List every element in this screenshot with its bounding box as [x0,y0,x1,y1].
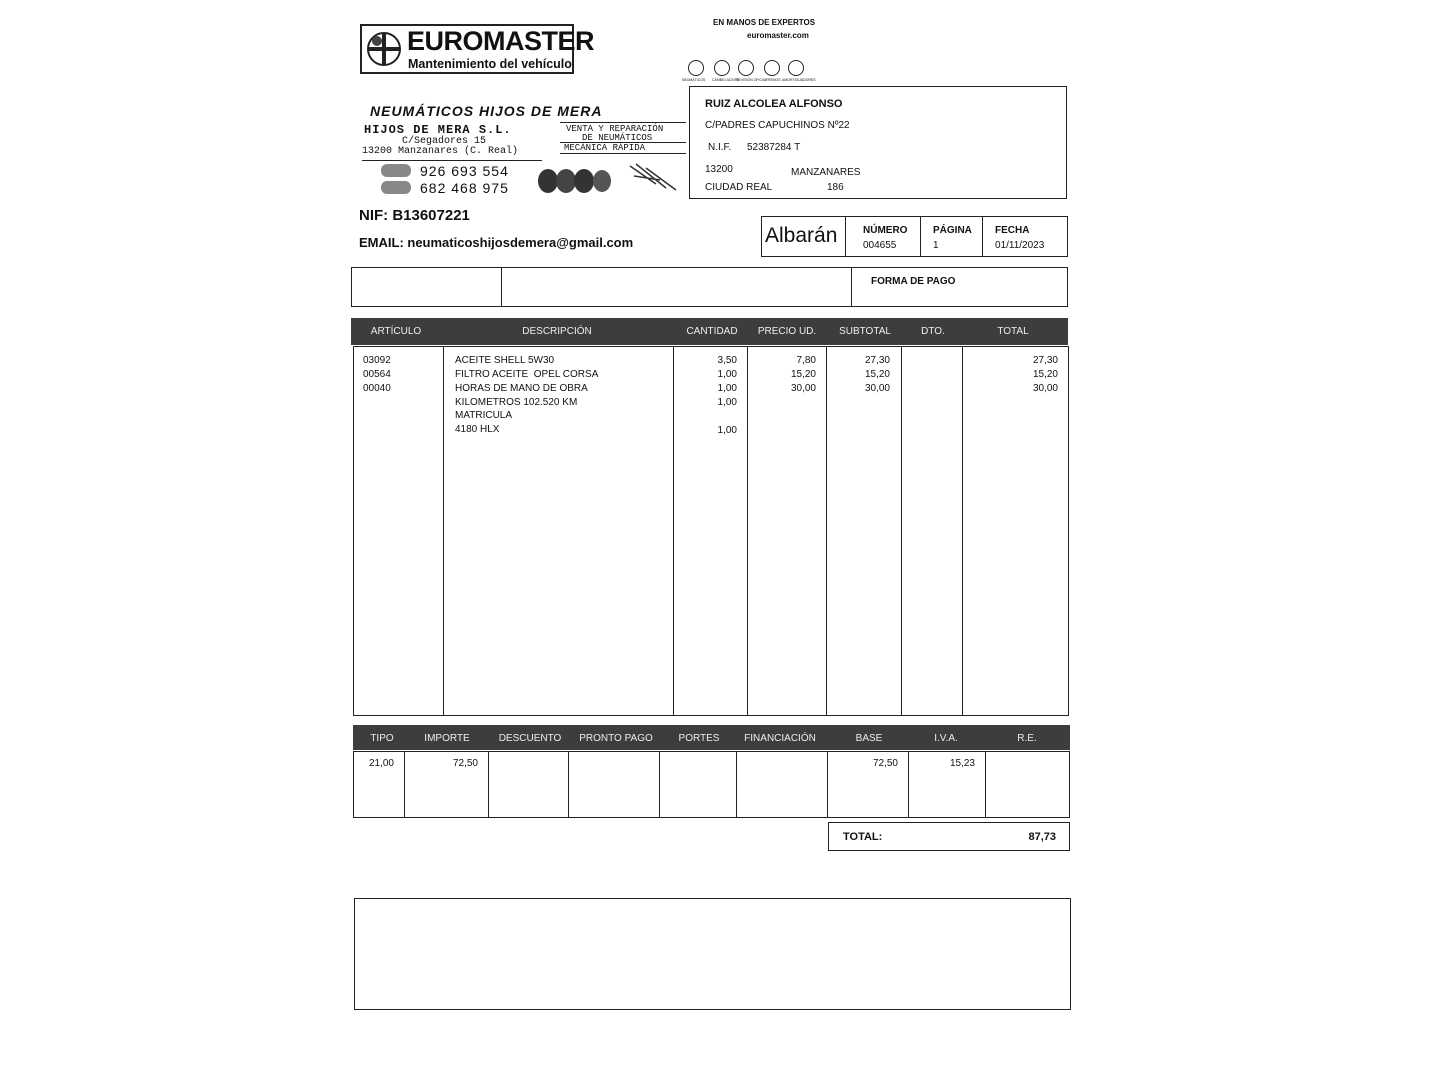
item-precio: 15,20 [790,369,816,380]
col-iva: I.V.A. [934,733,958,744]
col-subtotal: SUBTOTAL [839,326,891,337]
whatsapp-icon [381,181,411,194]
item-total: 30,00 [1032,383,1058,394]
euromaster-emblem-icon [366,30,402,68]
client-postal-code: 13200 [705,164,733,175]
client-nif: 52387284 T [747,142,801,153]
col-total: TOTAL [997,326,1029,337]
payment-box [351,267,1068,307]
item-cantidad: 1,00 [717,369,737,380]
oil-badge-icon [714,60,730,76]
tyre-badge-icon [688,60,704,76]
numero-label: NÚMERO [863,225,908,236]
col-tipo: TIPO [370,733,394,744]
company-whatsapp: 682 468 975 [420,180,509,196]
service-line-3: MECÁNICA RÁPIDA [564,143,646,153]
company-banner: NEUMÁTICOS HIJOS DE MERA [370,103,603,119]
client-code: 186 [827,182,844,193]
client-province: CIUDAD REAL [705,182,773,193]
company-city: 13200 Manzanares (C. Real) [362,146,519,157]
company-email: EMAIL: neumaticoshijosdemera@gmail.com [359,235,634,250]
brand-website: euromaster.com [747,31,809,40]
items-header [351,318,1068,345]
company-street: C/Segadores 15 [402,136,487,147]
summary-iva: 15,23 [949,758,975,769]
col-dto: DTO. [921,326,945,337]
tyres-image [536,168,612,194]
euromaster-logo [360,24,595,74]
company-nif: NIF: B13607221 [359,207,470,224]
client-town: MANZANARES [791,167,861,178]
numero-value: 004655 [863,240,897,251]
item-precio: 7,80 [796,355,816,366]
service-line-1: VENTA Y REPARACIÓN [566,124,664,134]
col-descuento: DESCUENTO [498,733,562,744]
item-subtotal: 27,30 [864,355,890,366]
brand-tagline: EN MANOS DE EXPERTOS [713,18,816,27]
col-base: BASE [855,733,883,744]
item-articulo: 00564 [363,369,391,380]
col-precio: PRECIO UD. [757,326,817,337]
client-nif-label: N.I.F. [708,142,732,153]
col-portes: PORTES [678,733,720,744]
summary-tipo: 21,00 [368,758,394,769]
item-descripcion: 4180 HLX [455,424,500,435]
col-cantidad: CANTIDAD [686,326,738,337]
item-descripcion: HORAS DE MANO DE OBRA [455,383,588,394]
badge-label-4: FRENOS [766,78,781,82]
item-descripcion: MATRICULA [455,410,513,421]
fecha-value: 01/11/2023 [995,240,1045,251]
item-articulo: 00040 [363,383,391,394]
phone-icon [381,164,411,177]
summary-base: 72,50 [872,758,898,769]
item-descripcion: ACEITE SHELL 5W30 [455,355,555,366]
summary-header [353,725,1070,750]
notes-box [354,898,1071,1010]
col-articulo: ARTÍCULO [370,326,422,337]
item-total: 27,30 [1032,355,1058,366]
col-pronto-pago: PRONTO PAGO [579,733,653,744]
brand-name: EUROMASTER [407,26,595,56]
brand-subtitle: Mantenimiento del vehículo [408,57,572,71]
client-address: C/PADRES CAPUCHINOS Nº22 [705,120,850,131]
summary-importe: 72,50 [452,758,478,769]
doc-type: Albarán [765,224,838,247]
pagina-value: 1 [933,240,939,251]
service-badges [682,60,818,88]
item-cantidad: 1,00 [717,425,737,436]
item-total: 15,20 [1032,369,1058,380]
fecha-label: FECHA [995,225,1030,236]
pagina-label: PÁGINA [933,225,972,236]
item-subtotal: 15,20 [864,369,890,380]
col-importe: IMPORTE [424,733,470,744]
company-phone: 926 693 554 [420,163,509,179]
col-financiacion: FINANCIACIÓN [744,733,816,744]
shocks-badge-icon [788,60,804,76]
badge-label-1: NEUMÁTICOS [682,78,706,82]
item-precio: 30,00 [790,383,816,394]
col-re: R.E. [1017,733,1037,744]
badge-label-2: CAMBIO ACEITE [712,78,740,82]
item-descripcion: KILOMETROS 102.520 KM [455,397,578,408]
col-descripcion: DESCRIPCIÓN [522,326,592,337]
item-subtotal: 30,00 [864,383,890,394]
total-value: 87,73 [1028,831,1056,843]
brakes-badge-icon [764,60,780,76]
item-cantidad: 1,00 [717,383,737,394]
forma-pago-label: FORMA DE PAGO [871,276,956,287]
company-name: HIJOS DE MERA S.L. [364,123,512,137]
item-cantidad: 3,50 [717,355,737,366]
item-articulo: 03092 [363,355,391,366]
revision-badge-icon [738,60,754,76]
client-name: RUIZ ALCOLEA ALFONSO [705,98,843,110]
item-cantidad: 1,00 [717,397,737,408]
service-line-2: DE NEUMÁTICOS [582,133,653,143]
badge-label-3: REVISIÓN OFICIAL [736,78,768,82]
tools-icon [626,162,684,194]
badge-label-5: AMORTIGUADORES [782,78,816,82]
item-descripcion: FILTRO ACEITE OPEL CORSA [455,369,599,380]
total-label: TOTAL: [843,831,883,843]
